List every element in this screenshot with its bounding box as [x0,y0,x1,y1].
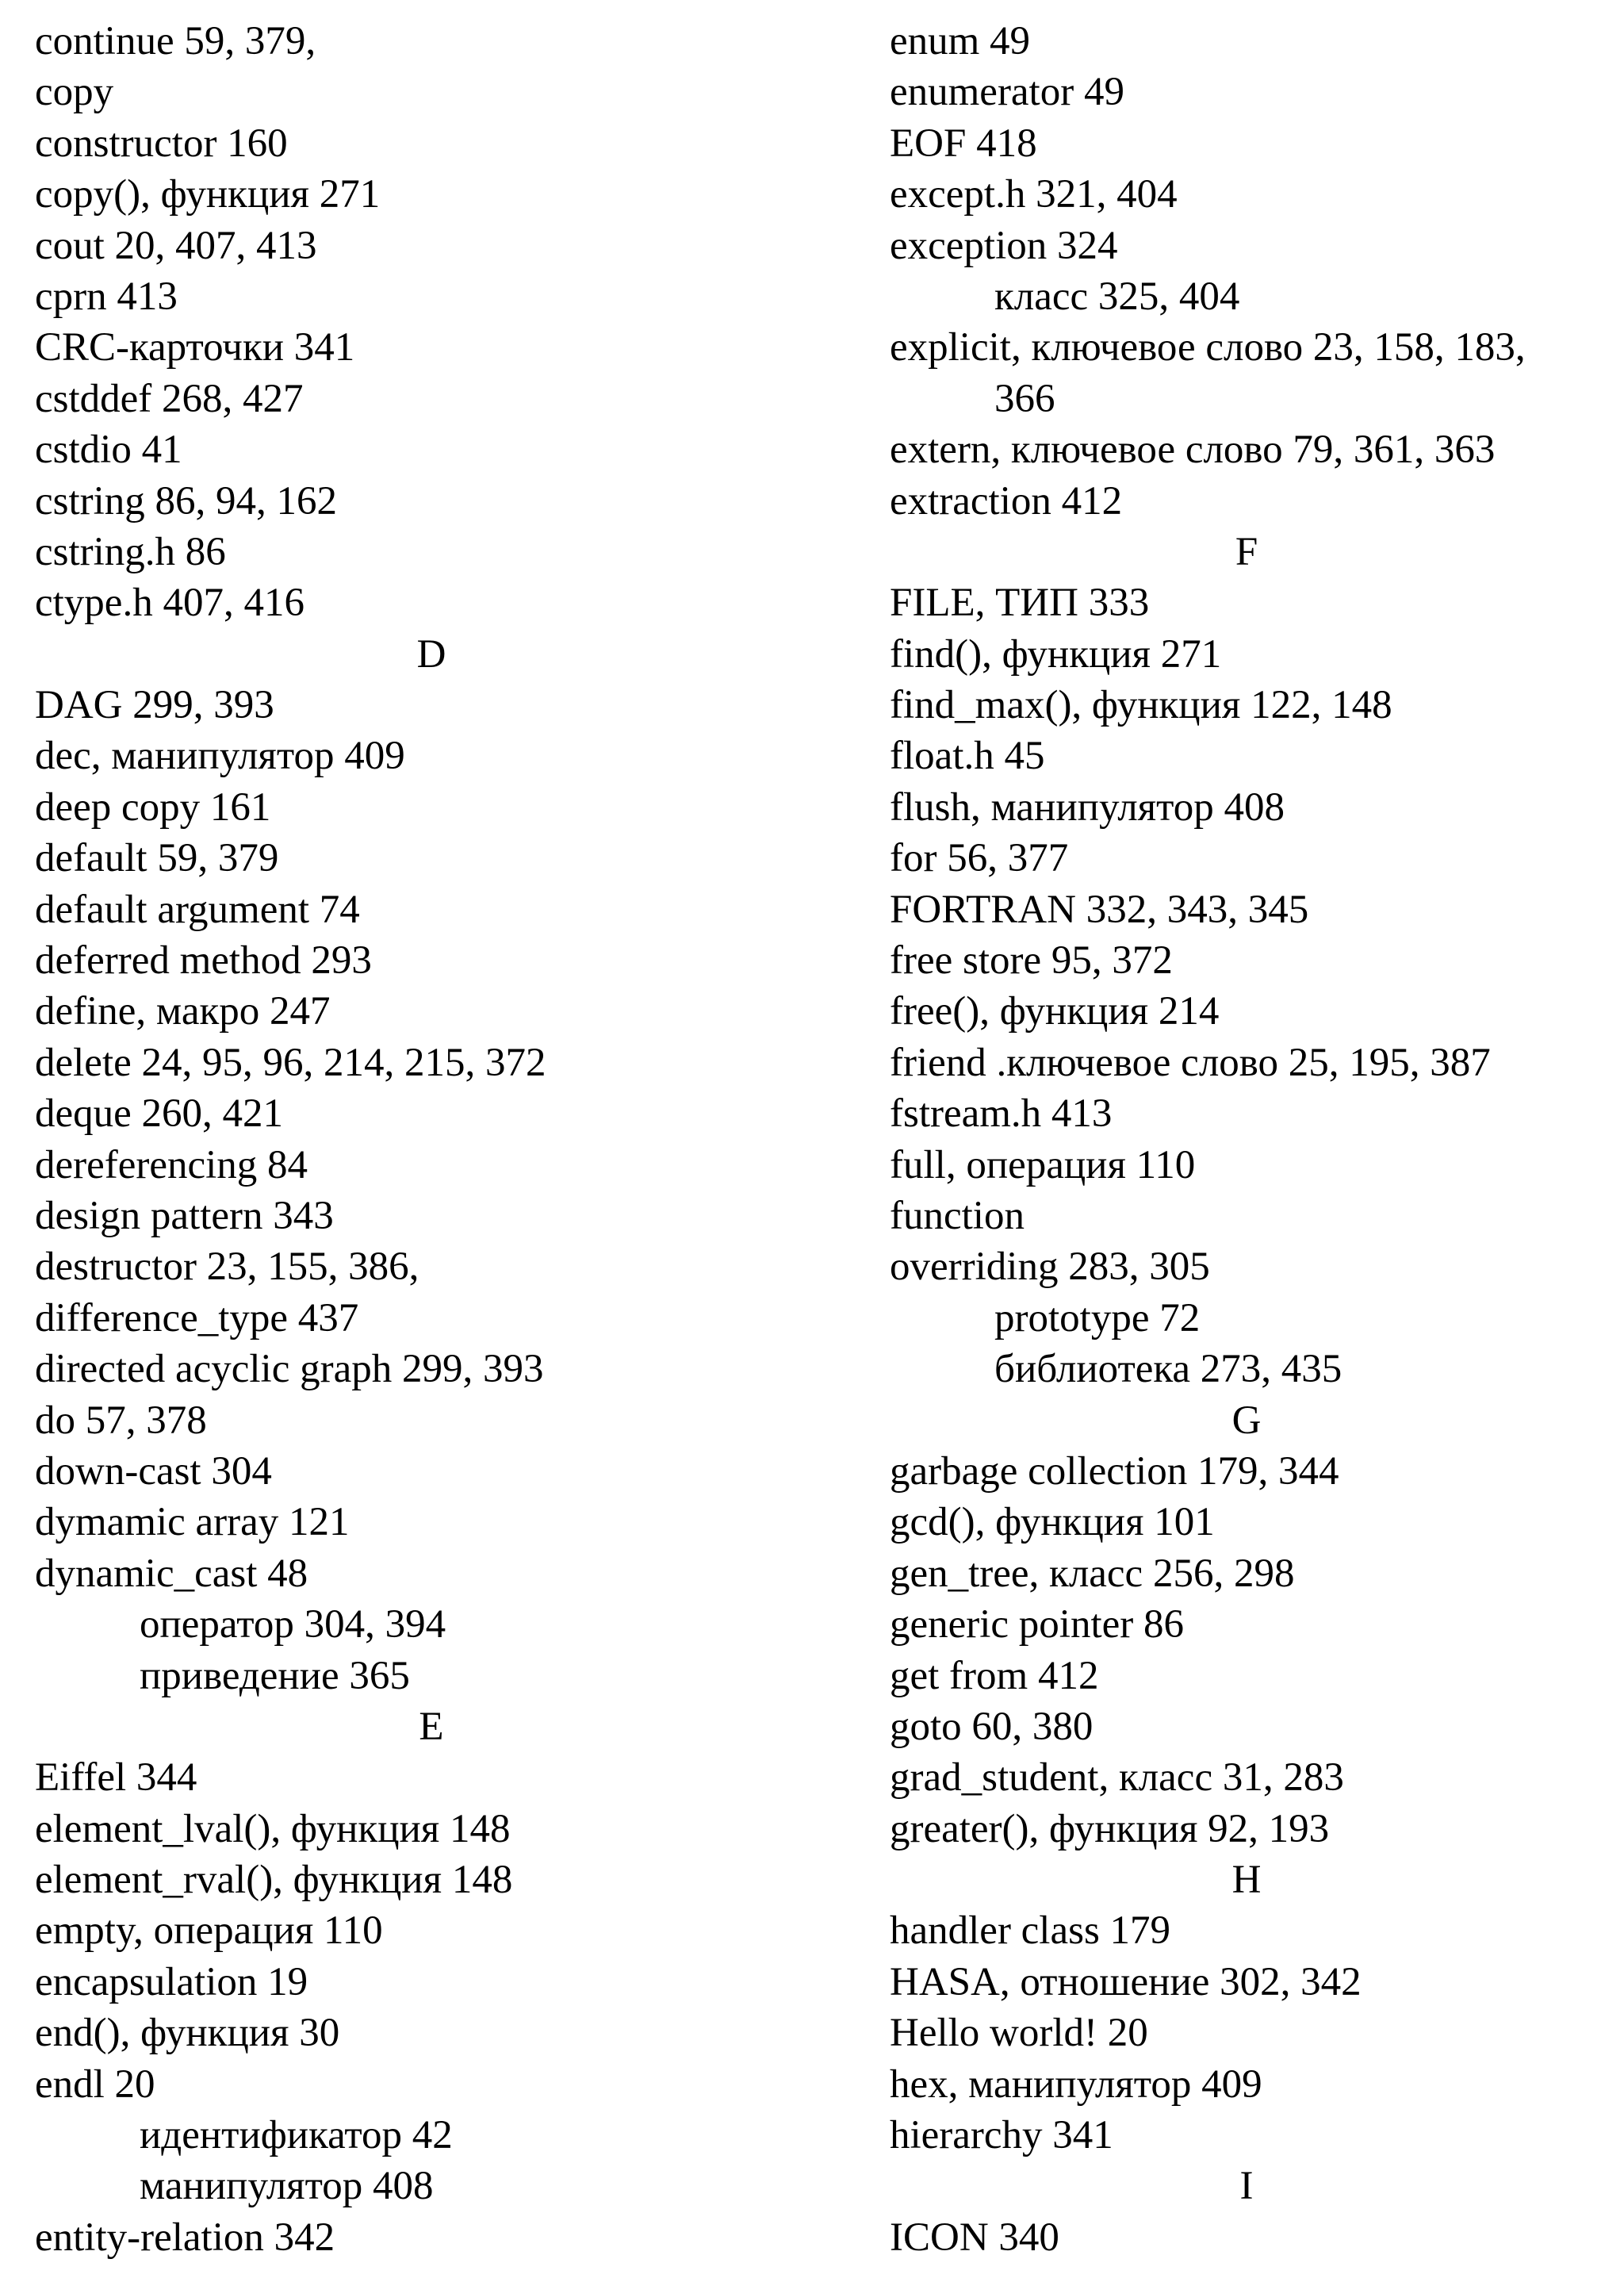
index-entry: for 56, 377 [890,836,1069,881]
index-entry: extraction 412 [890,478,1123,524]
index-letter-heading: H [1231,1858,1262,1903]
index-entry: flush, манипулятор 408 [890,784,1285,830]
index-entry: design pattern 343 [35,1193,334,1238]
index-subentry: класс 325, 404 [994,274,1240,319]
index-entry: empty, операция 110 [35,1908,383,1954]
index-letter-heading: F [1235,529,1258,574]
index-subentry: идентификатор 42 [140,2113,453,2158]
index-entry: define, макро 247 [35,989,331,1034]
index-subentry: 366 [994,376,1055,421]
index-entry: deferred method 293 [35,938,372,984]
index-letter-heading: I [1239,2164,1254,2209]
index-entry: Hello world! 20 [890,2011,1148,2056]
index-subentry: библиотека 273, 435 [994,1347,1342,1392]
index-entry: do 57, 378 [35,1398,207,1443]
index-entry: ctype.h 407, 416 [35,581,304,626]
index-entry: overriding 283, 305 [890,1245,1210,1290]
index-entry: HASA, отношение 302, 342 [890,1959,1362,2004]
index-entry: cstring.h 86 [35,529,226,574]
index-entry: free(), функция 214 [890,989,1220,1034]
index-entry: continue 59, 379, [35,19,316,63]
index-entry: directed acyclic graph 299, 393 [35,1347,544,1392]
index-entry: get from 412 [890,1653,1099,1698]
index-subentry: манипулятор 408 [140,2164,434,2209]
index-entry: explicit, ключевое слово 23, 158, 183, [890,325,1526,370]
index-entry: grad_student, класс 31, 283 [890,1755,1344,1801]
index-entry: extern, ключевое слово 79, 361, 363 [890,428,1496,473]
index-entry: handler class 179 [890,1908,1171,1954]
index-entry: except.h 321, 404 [890,172,1178,217]
index-entry: dynamic_cast 48 [35,1551,308,1596]
index-entry: deque 260, 421 [35,1091,284,1137]
index-entry: default argument 74 [35,887,360,932]
index-entry: dymamic array 121 [35,1500,350,1545]
index-entry: destructor 23, 155, 386, [35,1245,419,1290]
index-entry: goto 60, 380 [890,1704,1094,1749]
index-entry: friend .ключевое слово 25, 195, 387 [890,1040,1491,1085]
index-entry: dec, манипулятор 409 [35,734,405,779]
index-entry: float.h 45 [890,734,1045,779]
index-entry: default 59, 379 [35,836,279,881]
index-entry: copy(), функция 271 [35,172,381,217]
index-entry: gcd(), функция 101 [890,1500,1215,1545]
index-letter-heading: E [419,1704,444,1749]
index-entry: ICON 340 [890,2215,1059,2260]
index-entry: full, операция 110 [890,1142,1196,1187]
index-entry: hierarchy 341 [890,2113,1113,2158]
index-entry: constructor 160 [35,121,288,166]
index-entry: delete 24, 95, 96, 214, 215, 372 [35,1040,546,1085]
index-entry: dereferencing 84 [35,1142,308,1187]
index-column-right [890,16,1603,2263]
index-entry: cout 20, 407, 413 [35,223,317,268]
index-letter-heading: G [1231,1398,1262,1443]
index-entry: garbage collection 179, 344 [890,1448,1339,1494]
index-entry: free store 95, 372 [890,938,1173,984]
index-entry: copy [35,70,114,115]
index-entry: enumerator 49 [890,70,1124,115]
index-letter-heading: D [416,631,446,677]
index-subentry: оператор 304, 394 [140,1602,446,1647]
index-entry: EOF 418 [890,121,1037,166]
index-entry: fstream.h 413 [890,1091,1113,1137]
index-entry: find_max(), функция 122, 148 [890,683,1392,728]
index-entry: cstddef 268, 427 [35,376,304,421]
index-entry: FILE, ТИП 333 [890,581,1150,626]
index-entry: entity-relation 342 [35,2215,335,2260]
index-entry: FORTRAN 332, 343, 345 [890,887,1309,932]
index-column-left [35,16,828,2263]
index-entry: DAG 299, 393 [35,683,274,728]
index-entry: endl 20 [35,2061,155,2107]
index-entry: cstdio 41 [35,428,182,473]
index-entry: CRC-карточки 341 [35,325,355,370]
index-entry: Eiffel 344 [35,1755,197,1801]
index-entry: gen_tree, класс 256, 298 [890,1551,1295,1596]
index-entry: encapsulation 19 [35,1959,308,2004]
index-entry: element_lval(), функция 148 [35,1806,511,1851]
index-entry: difference_type 437 [35,1295,359,1340]
index-entry: function [890,1193,1025,1238]
index-entry: cstring 86, 94, 162 [35,478,338,524]
index-entry: enum 49 [890,19,1031,63]
index-entry: hex, манипулятор 409 [890,2061,1262,2107]
index-entry: deep copy 161 [35,784,271,830]
index-entry: greater(), функция 92, 193 [890,1806,1330,1851]
index-entry: find(), функция 271 [890,631,1222,677]
index-entry: element_rval(), функция 148 [35,1858,513,1903]
index-entry: generic pointer 86 [890,1602,1185,1647]
index-entry: exception 324 [890,223,1118,268]
index-entry: cprn 413 [35,274,178,319]
index-entry: end(), функция 30 [35,2011,340,2056]
index-subentry: prototype 72 [994,1295,1201,1340]
index-subentry: приведение 365 [140,1653,410,1698]
index-entry: down-cast 304 [35,1448,272,1494]
